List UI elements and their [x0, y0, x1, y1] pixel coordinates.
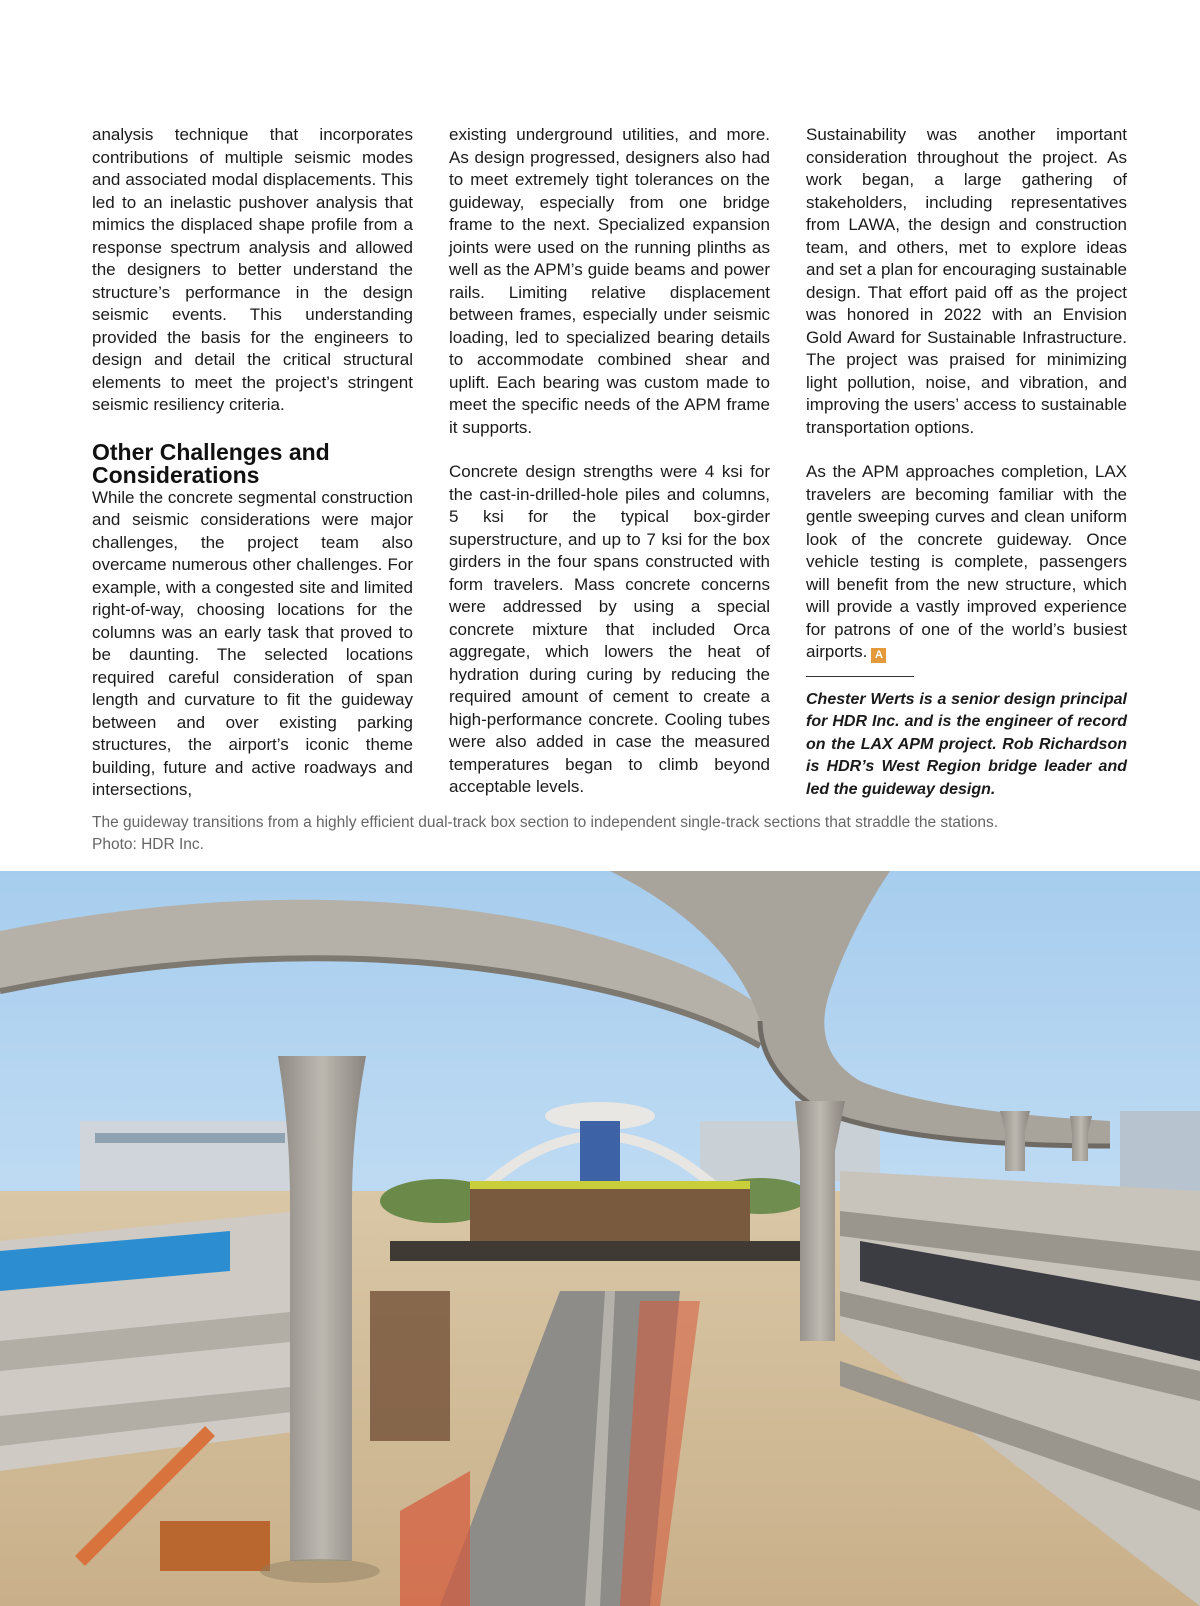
caption-text: The guideway transitions from a highly efficient dual-track box section to independent single-track sections that straddle the stations.: [92, 814, 999, 831]
end-of-article-icon: A: [871, 648, 886, 663]
article-column-1: [92, 124, 413, 802]
paragraph: analysis technique that incorporates contributions of multiple seismic modes and associated modal displacements. This led to an inelastic pushover analysis that mimics the displaced shape profile from a response spectrum analysis and allowed the designers to better understand the structure’s performance in the design seismic events. This understanding provided the basis for the engineers to design and detail the critical structural elements to meet the project’s stringent seismic resiliency criteria.: [92, 125, 413, 414]
paragraph: Sustainability was another important consideration throughout the project. As work began, a large gathering of stakeholders, including representatives from LAWA, the design and construction team, and others, met to explore ideas and set a plan for encouraging sustainable design. That effort paid off as the project was honored in 2022 with an Envision Gold Award for Sustainable Infrastructure. The project was praised for minimizing light pollution, noise, and vibration, and improving the users’ access to sustainable transportation options.: [806, 125, 1127, 437]
paragraph: [806, 461, 1127, 664]
guideway-photo: [0, 871, 1200, 1606]
paragraph: Concrete design strengths were 4 ksi for the cast-in-drilled-hole piles and columns, 5 ksi for the typical box-girder superstructure, and up to 7 ksi for the box girders in the four spans constructed with form travelers. Mass concrete concerns were addressed by using a special concrete mixture that included Orca aggregate, which lowers the heat of hydration during curing by reducing the required amount of cement to create a high-performance concrete. Cooling tubes were also added in case the measured temperatures began to climb beyond acceptable levels.: [449, 462, 770, 796]
author-bio: Chester Werts is a senior design principal for HDR Inc. and is the engineer of record on the LAX APM project. Rob Richardson is HDR’s West Region bridge leader and led the guideway design.: [806, 690, 1127, 798]
section-heading: Other Challenges and Considerations: [92, 438, 330, 488]
photo-caption: [92, 812, 1132, 856]
article-column-3: [806, 124, 1127, 802]
bio-divider: [806, 676, 914, 677]
closing-text: As the APM approaches completion, LAX travelers are becoming familiar with the gentle sweeping curves and clean uniform look of the concrete guideway. Once vehicle testing is complete, passengers will benefit from the new structure, which will provide a vastly improved experience for patrons of one of the world’s busiest airports.: [806, 462, 1127, 661]
paragraph: existing underground utilities, and more. As design progressed, designers also had to meet extremely tight tolerances on the guideway, especially from one bridge frame to the next. Specialized expansion joints were used on the running plinths as well as the APM’s guide beams and power rails. Limiting relative displacement between frames, especially under seismic loading, led to specialized bearing details to accommodate combined shear and uplift. Each bearing was custom made to meet the specific needs of the APM frame it supports.: [449, 125, 770, 437]
paragraph: While the concrete segmental construction and seismic considerations were major challenges, the project team also overcame numerous other challenges. For example, with a congested site and limited right-of-way, choosing locations for the columns was an early task that proved to be daunting. The selected locations required careful consideration of span length and curvature to fit the guideway between and over existing parking structures, the airport’s iconic theme building, future and active roadways and intersections,: [92, 487, 413, 799]
article-columns: [92, 124, 1127, 802]
photo-credit: Photo: HDR Inc.: [92, 836, 204, 853]
article-column-2: [449, 124, 770, 802]
